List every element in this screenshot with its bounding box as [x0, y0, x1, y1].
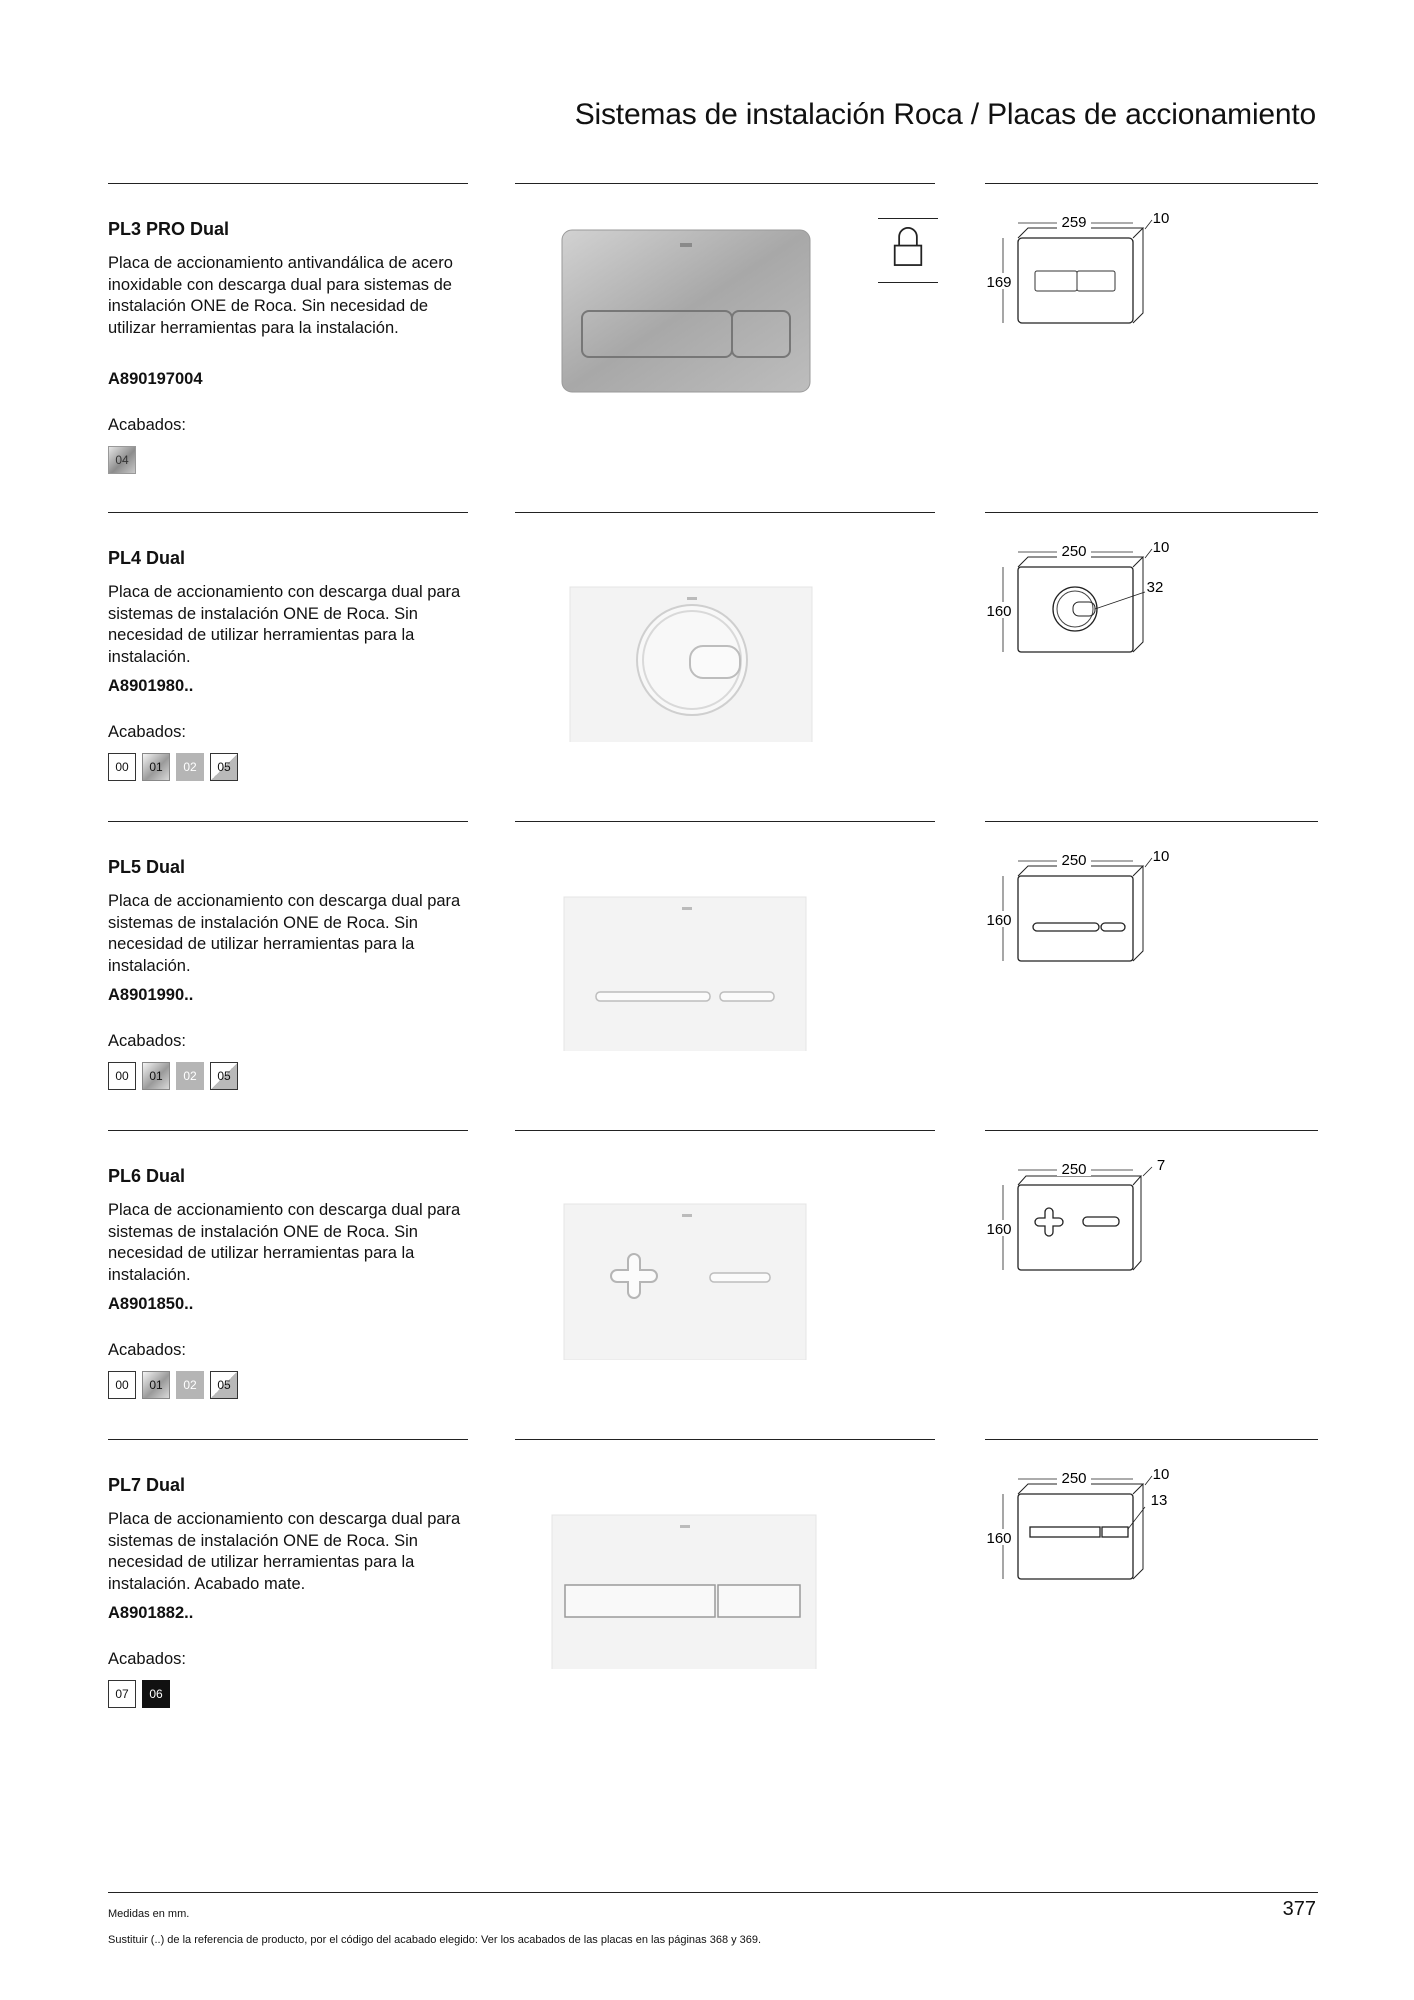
dimension-diagram-pl3	[985, 213, 1185, 343]
padlock-icon	[878, 219, 938, 281]
dim-depth: 10	[1152, 1469, 1170, 1483]
finish-swatch-00: 00	[108, 1371, 136, 1399]
product-photo-pl3	[520, 213, 850, 413]
divider	[515, 512, 935, 513]
dimension-diagram-pl7	[985, 1469, 1185, 1599]
footer-note-units: Medidas en mm.	[108, 1908, 190, 1920]
dim-height: 169	[986, 274, 1012, 291]
dim-depth: 7	[1156, 1160, 1166, 1174]
divider	[515, 1130, 935, 1131]
product-code: A8901850..	[108, 1295, 194, 1313]
divider	[515, 1439, 935, 1440]
product-section-pl6	[0, 1130, 1414, 1440]
finish-swatch-01: 01	[142, 1371, 170, 1399]
dim-depth: 10	[1152, 542, 1170, 556]
product-name: PL4 Dual	[108, 548, 186, 568]
divider	[108, 1439, 468, 1440]
dim-button: 32	[1146, 579, 1164, 596]
page-title: Sistemas de instalación Roca / Placas de accionamiento	[574, 98, 1316, 131]
dim-width: 250	[1061, 852, 1087, 869]
product-code: A8901990..	[108, 986, 194, 1004]
finishes-label: Acabados:	[108, 723, 186, 741]
finish-swatches	[108, 1371, 238, 1399]
dim-width: 250	[1061, 543, 1087, 560]
finish-swatch-01: 01	[142, 753, 170, 781]
divider	[108, 183, 468, 184]
divider	[985, 1130, 1318, 1131]
finish-swatch-01: 01	[142, 1062, 170, 1090]
product-section-pl7	[0, 1439, 1414, 1749]
dim-height: 160	[986, 1221, 1012, 1238]
dim-depth: 10	[1152, 213, 1170, 227]
product-description: Placa de accionamiento con descarga dual para sistemas de instalación ONE de Roca. Sin necesidad de utilizar herramientas para la instalación.	[108, 1201, 461, 1284]
finish-swatch-05: 05	[210, 753, 238, 781]
product-description: Placa de accionamiento antivandálica de acero inoxidable con descarga dual para sistemas de instalación ONE de Roca. Sin necesidad de utilizar herramientas para la instalación.	[108, 254, 453, 337]
divider	[985, 821, 1318, 822]
divider	[108, 821, 468, 822]
dim-height: 160	[986, 603, 1012, 620]
dim-height: 160	[986, 912, 1012, 929]
product-photo-pl7	[520, 1469, 850, 1669]
product-photo-pl4	[520, 542, 850, 742]
finish-swatch-05: 05	[210, 1371, 238, 1399]
divider	[878, 282, 938, 283]
product-description: Placa de accionamiento con descarga dual para sistemas de instalación ONE de Roca. Sin necesidad de utilizar herramientas para la instalación. Acabado mate.	[108, 1510, 461, 1593]
dim-width: 250	[1061, 1470, 1087, 1487]
finish-swatch-00: 00	[108, 1062, 136, 1090]
product-code: A890197004	[108, 370, 203, 388]
product-photo-pl5	[520, 851, 850, 1051]
finish-swatch-02: 02	[176, 753, 204, 781]
footer-divider	[108, 1892, 1318, 1893]
dimension-diagram-pl5	[985, 851, 1185, 981]
product-name: PL3 PRO Dual	[108, 219, 230, 239]
product-name: PL7 Dual	[108, 1475, 186, 1495]
product-description: Placa de accionamiento con descarga dual para sistemas de instalación ONE de Roca. Sin necesidad de utilizar herramientas para la instalación.	[108, 583, 461, 666]
divider	[108, 512, 468, 513]
dimension-diagram-pl6	[985, 1160, 1185, 1290]
finish-swatch-02: 02	[176, 1371, 204, 1399]
product-code: A8901882..	[108, 1604, 194, 1622]
product-section-pl4	[0, 512, 1414, 822]
finish-swatch-00: 00	[108, 753, 136, 781]
finish-swatches	[108, 1680, 170, 1708]
dim-height: 160	[986, 1530, 1012, 1547]
finish-swatch-02: 02	[176, 1062, 204, 1090]
dim-depth: 10	[1152, 851, 1170, 865]
divider	[985, 1439, 1318, 1440]
divider	[108, 1130, 468, 1131]
finish-swatches	[108, 1062, 238, 1090]
finish-swatches	[108, 446, 136, 474]
divider	[515, 821, 935, 822]
divider	[985, 183, 1318, 184]
product-name: PL5 Dual	[108, 857, 186, 877]
product-description: Placa de accionamiento con descarga dual para sistemas de instalación ONE de Roca. Sin necesidad de utilizar herramientas para la instalación.	[108, 892, 461, 975]
dimension-diagram-pl4	[985, 542, 1185, 672]
divider	[515, 183, 935, 184]
divider	[985, 512, 1318, 513]
finishes-label: Acabados:	[108, 416, 186, 434]
finish-swatch-07: 07	[108, 1680, 136, 1708]
footer-note-substitute: Sustituir (..) de la referencia de producto, por el código del acabado elegido: Ver los acabados de las placas en las páginas 368 y 369.	[108, 1934, 762, 1946]
finish-swatches	[108, 753, 238, 781]
finish-swatch-05: 05	[210, 1062, 238, 1090]
dim-width: 250	[1061, 1161, 1087, 1178]
product-section-pl3	[0, 183, 1414, 493]
dim-button: 13	[1150, 1492, 1168, 1509]
product-section-pl5	[0, 821, 1414, 1131]
page-number: 377	[1282, 1898, 1316, 1920]
finishes-label: Acabados:	[108, 1341, 186, 1359]
finishes-label: Acabados:	[108, 1032, 186, 1050]
product-code: A8901980..	[108, 677, 194, 695]
product-photo-pl6	[520, 1160, 850, 1360]
finish-swatch-06: 06	[142, 1680, 170, 1708]
finishes-label: Acabados:	[108, 1650, 186, 1668]
dim-width: 259	[1061, 214, 1087, 231]
finish-swatch-04: 04	[108, 446, 136, 474]
product-name: PL6 Dual	[108, 1166, 186, 1186]
